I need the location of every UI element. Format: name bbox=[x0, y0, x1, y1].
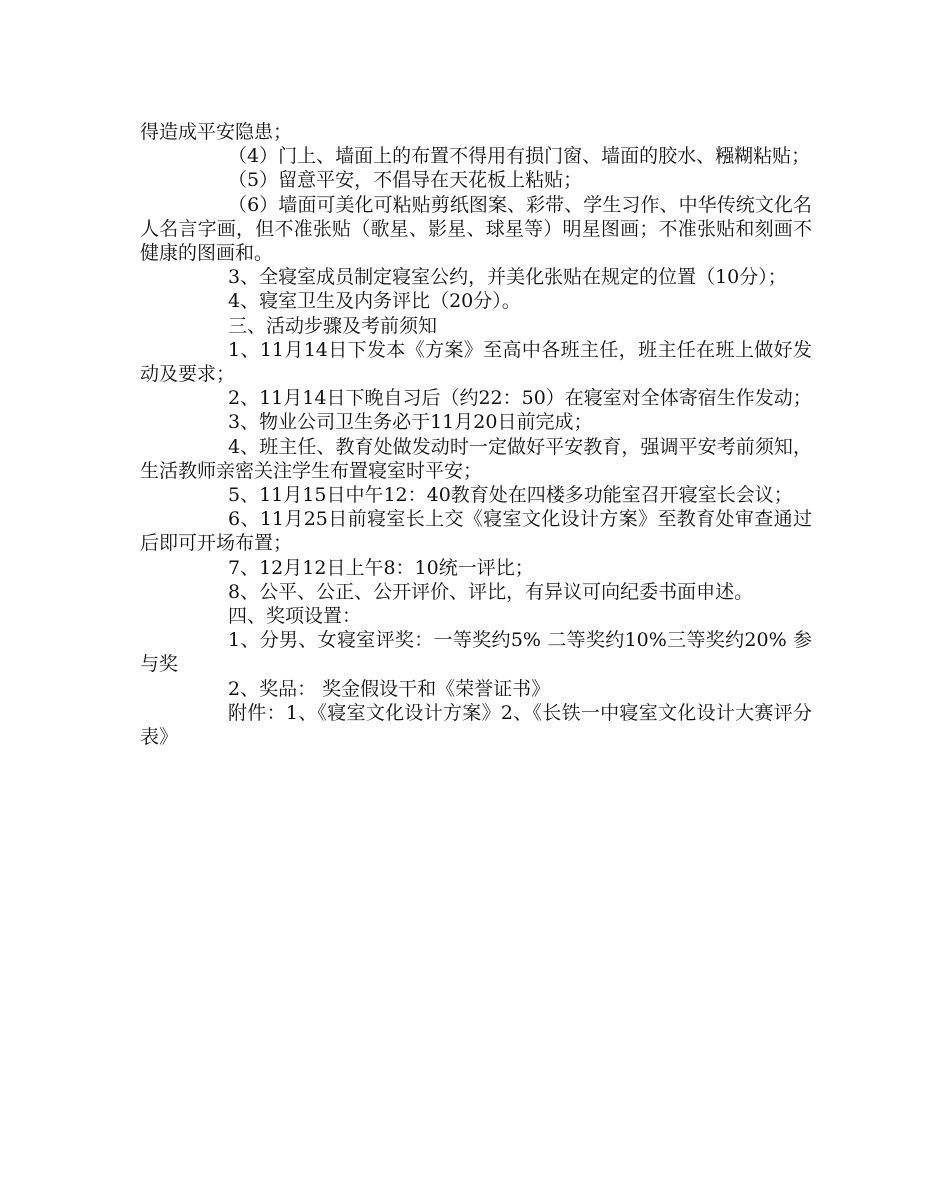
paragraph-3: （6）墙面可美化可粘贴剪纸图案、彩带、学生习作、中华传统文化名人名言字画，但不准张贴（歌星、影星、球星等）明星图画；不准张贴和刻画不健康的图画和。 bbox=[140, 193, 812, 265]
attachment-paragraph: 附件：1、《寝室文化设计方案》2、《长铁一中寝室文化设计大赛评分表》 bbox=[140, 701, 812, 749]
paragraph-14: 8、公平、公正、公开评价、评比，有异议可向纪委书面申述。 bbox=[228, 580, 754, 603]
paragraph-16: 1、分男、女寝室评奖：一等奖约5% 二等奖约10%三等奖约20% 参与奖 bbox=[140, 629, 812, 676]
paragraph-7: 1、11月14日下发本《方案》至高中各班主任，班主任在班上做好发动及要求； bbox=[140, 338, 812, 386]
paragraph-4: 3、全寝室成员制定寝室公约，并美化张贴在规定的位置（10分）； bbox=[228, 266, 787, 289]
paragraph-1: （4）门上、墙面上的布置不得用有损门窗、墙面的胶水、糨糊粘贴； bbox=[228, 145, 811, 168]
paragraph-13: 7、12月12日上午8：10统一评比； bbox=[228, 556, 534, 579]
section-heading-4: 四、奖项设置： bbox=[228, 605, 362, 628]
paragraph-5: 4、寝室卫生及内务评比（20分）。 bbox=[228, 290, 521, 313]
paragraph-11: 5、11月15日中午12：40教育处在四楼多功能室召开寝室长会议； bbox=[228, 484, 793, 507]
paragraph-12: 6、11月25日前寝室长上交《寝室文化设计方案》至教育处审查通过后即可开场布置； bbox=[140, 508, 812, 555]
document-page bbox=[140, 120, 812, 749]
paragraph-10: 4、班主任、教育处做发动时一定做好平安教育，强调平安考前须知，生活教师亲密关注学生布置寝室时平安； bbox=[140, 435, 812, 482]
paragraph-17: 2、奖品： 奖金假设干和《荣誉证书》 bbox=[228, 677, 551, 700]
paragraph-8: 2、11月14日下晚自习后（约22：50）在寝室对全体寄宿生作发动； bbox=[228, 387, 812, 410]
paragraph-2: （5）留意平安，不倡导在天花板上粘贴； bbox=[228, 169, 583, 192]
section-heading-3: 三、活动步骤及考前须知 bbox=[228, 314, 438, 337]
paragraph-9: 3、物业公司卫生务必于11月20日前完成； bbox=[228, 411, 593, 434]
paragraph-0: 得造成平安隐患； bbox=[140, 121, 293, 143]
